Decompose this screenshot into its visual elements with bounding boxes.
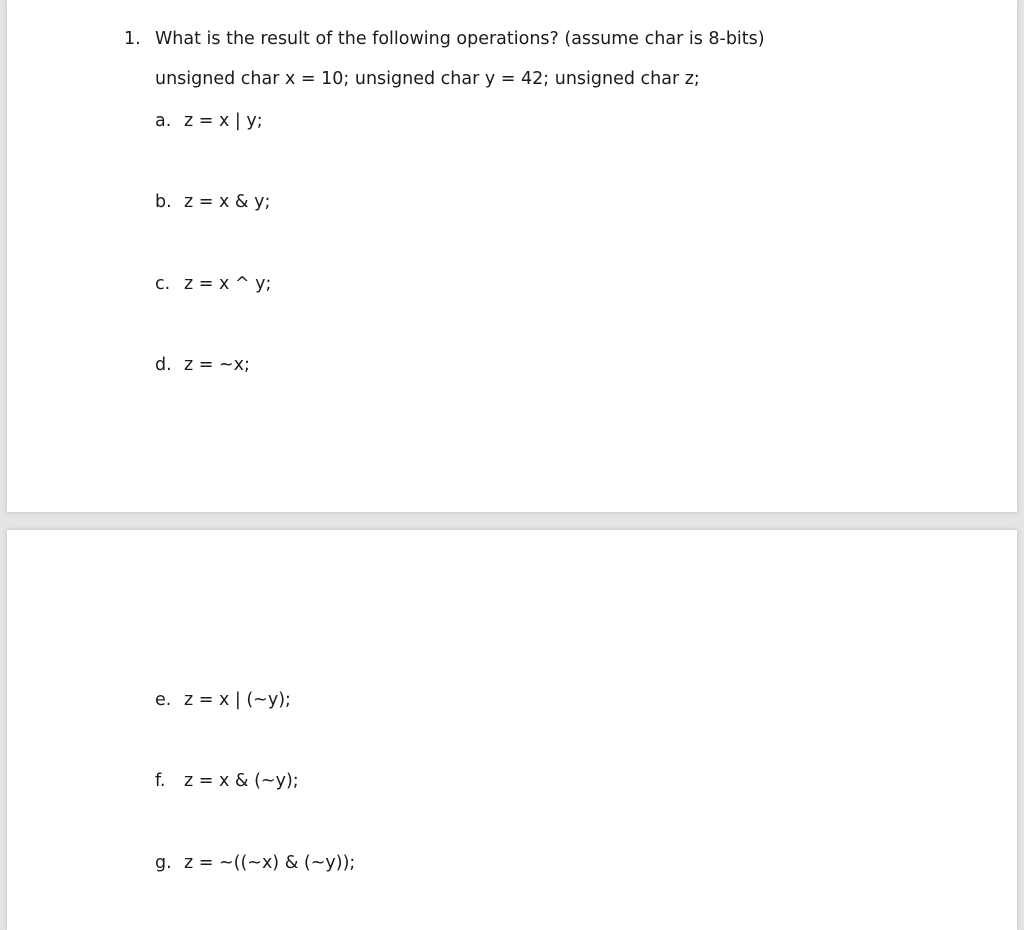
variable-declaration: unsigned char x = 10; unsigned char y = 42; unsigned char z; <box>155 69 700 89</box>
page-2 <box>7 530 1017 930</box>
item-letter: c. <box>155 274 171 294</box>
item-expression: z = ~x; <box>184 355 250 375</box>
item-letter: d. <box>155 355 172 375</box>
question-prompt: What is the result of the following operations? (assume char is 8-bits) <box>155 29 765 49</box>
item-letter: a. <box>155 111 172 131</box>
page-1 <box>7 0 1017 512</box>
item-expression: z = x ^ y; <box>184 274 272 294</box>
question-number: 1. <box>124 29 141 49</box>
item-expression: z = ~((~x) & (~y)); <box>184 853 356 873</box>
item-letter: f. <box>155 771 166 791</box>
item-letter: e. <box>155 690 172 710</box>
item-letter: g. <box>155 853 172 873</box>
item-expression: z = x & y; <box>184 192 271 212</box>
item-expression: z = x | y; <box>184 111 263 131</box>
item-expression: z = x | (~y); <box>184 690 291 710</box>
item-letter: b. <box>155 192 172 212</box>
item-expression: z = x & (~y); <box>184 771 299 791</box>
